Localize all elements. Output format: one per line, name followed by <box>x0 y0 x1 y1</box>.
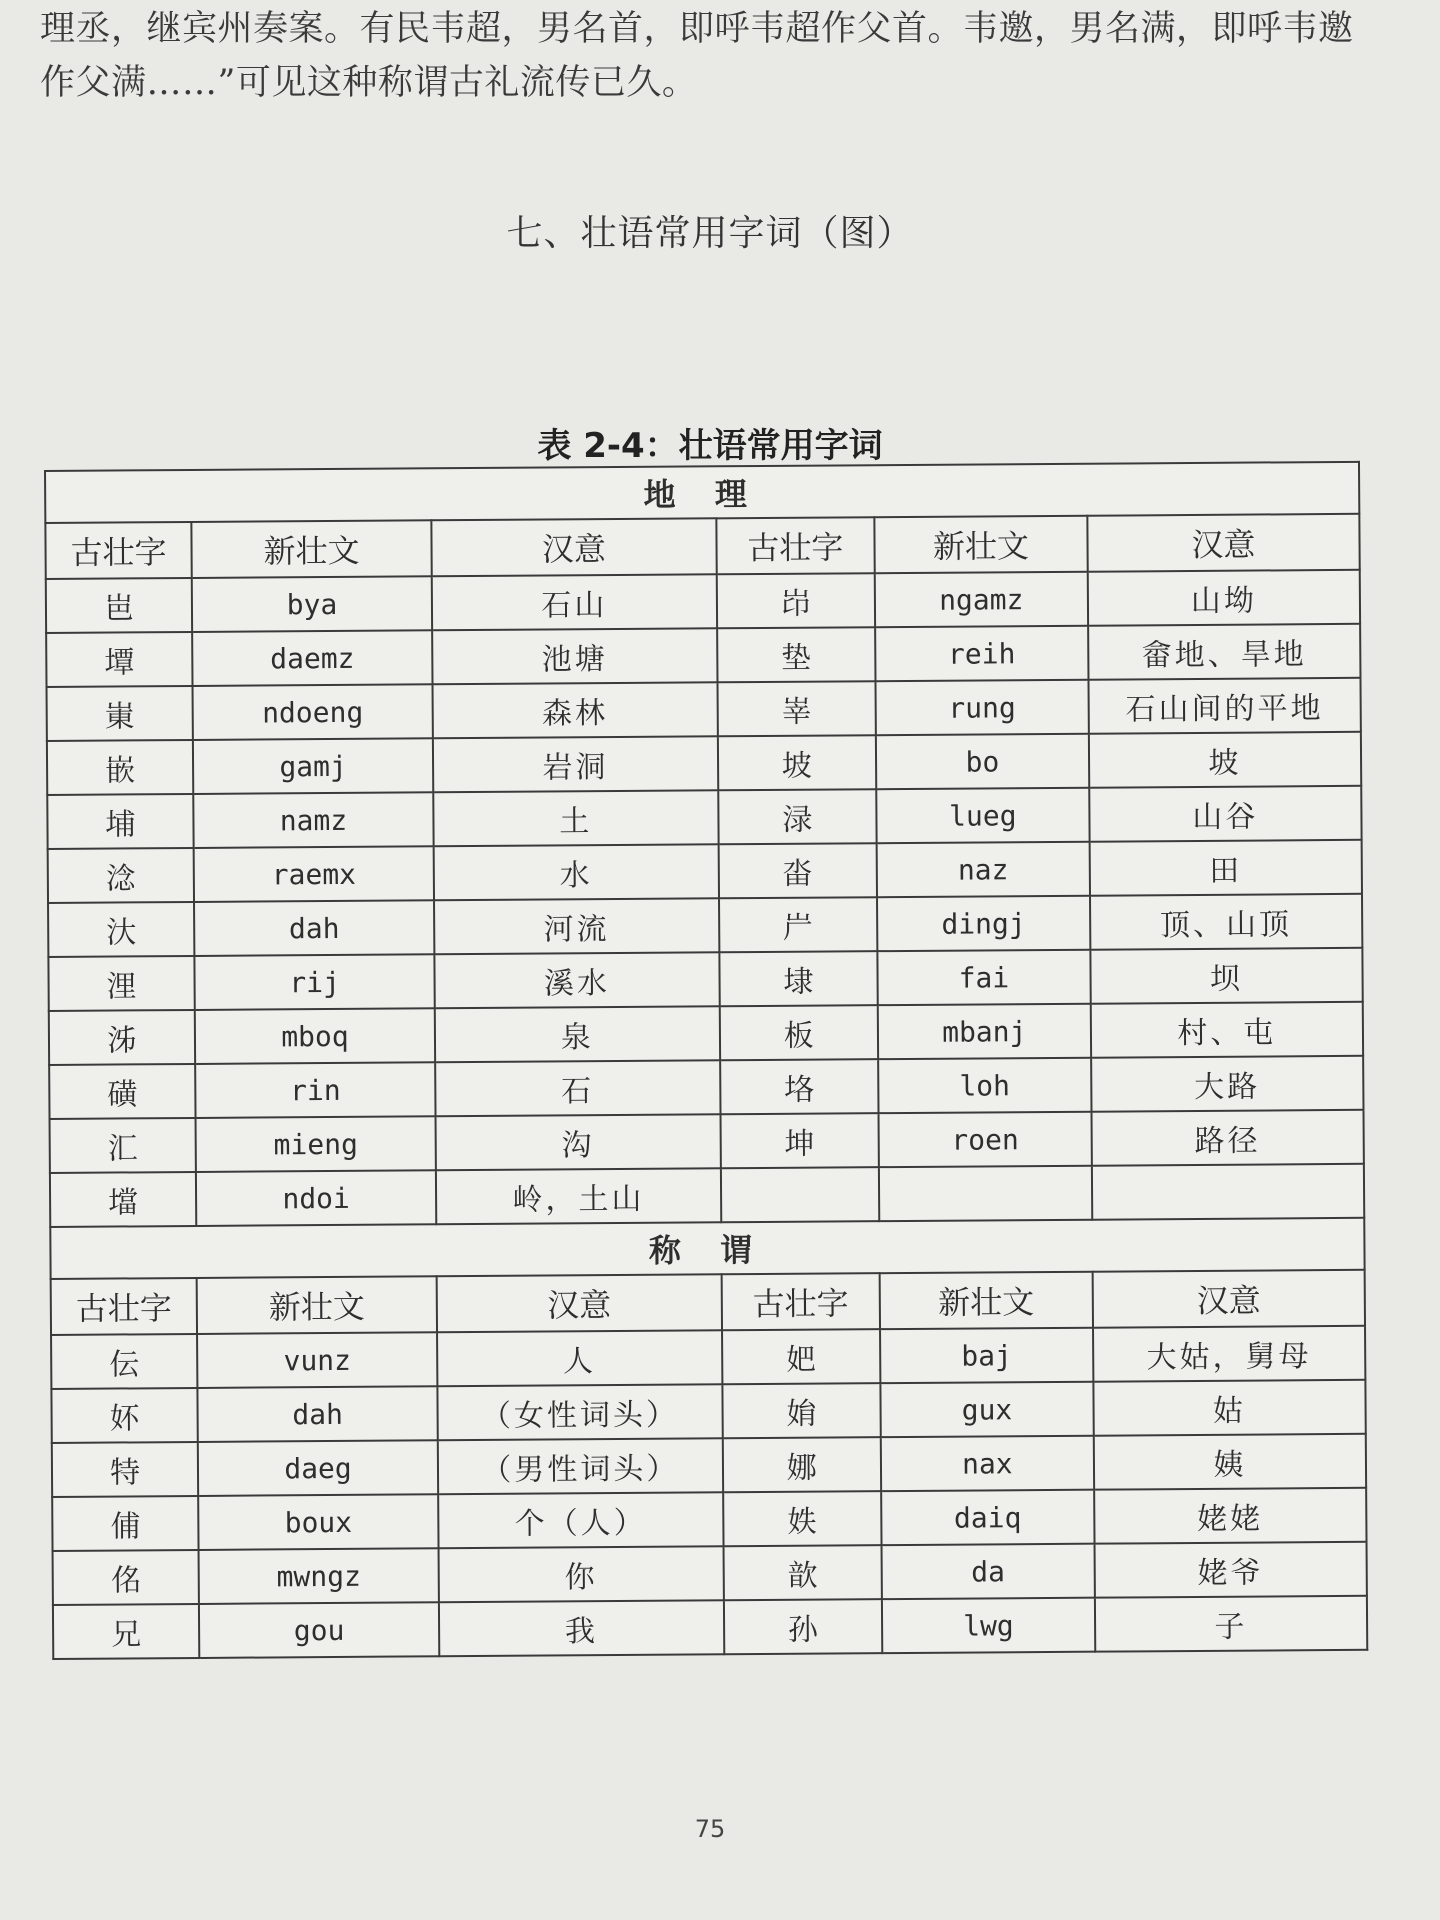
old-zhuang-char-cell: 伝 <box>51 1334 197 1389</box>
vocabulary-table-body <box>45 462 1367 1659</box>
old-zhuang-char-cell: 兄 <box>53 1604 199 1659</box>
chinese-meaning-cell: 子 <box>1095 1596 1368 1652</box>
chinese-meaning-cell: 姥姥 <box>1094 1488 1367 1544</box>
paragraph-line-1: 理丞，继宾州奏案。有民韦超，男名首，即呼韦超作父首。韦邀，男名满，即呼韦邀 <box>40 9 1354 49</box>
chinese-meaning-cell: 森林 <box>433 682 718 738</box>
chinese-meaning-cell: 个（人） <box>438 1492 723 1548</box>
new-zhuang-word-cell: roen <box>878 1112 1091 1167</box>
old-zhuang-char-cell: 峷 <box>717 681 876 736</box>
chinese-meaning-cell: 姑 <box>1093 1380 1366 1436</box>
column-header: 新壮文 <box>880 1272 1093 1329</box>
new-zhuang-word-cell: nax <box>881 1436 1094 1491</box>
column-header: 汉意 <box>1087 514 1360 572</box>
column-header: 古壮字 <box>721 1273 880 1330</box>
chinese-meaning-cell: 姨 <box>1094 1434 1367 1490</box>
column-header: 新壮文 <box>197 1276 437 1334</box>
column-header: 汉意 <box>431 518 716 576</box>
new-zhuang-word-cell: gux <box>880 1382 1093 1437</box>
old-zhuang-char-cell <box>720 1167 879 1222</box>
group-title: 地 理 <box>45 462 1359 523</box>
chinese-meaning-cell: 岭，土山 <box>436 1168 721 1224</box>
old-zhuang-char-cell: 渌 <box>718 789 877 844</box>
chinese-meaning-cell: 人 <box>437 1330 722 1386</box>
old-zhuang-char-cell: 汇 <box>50 1118 196 1173</box>
table-row <box>48 948 1362 1011</box>
table-row <box>53 1542 1367 1605</box>
new-zhuang-word-cell: fai <box>877 950 1090 1005</box>
new-zhuang-word-cell: boux <box>198 1494 438 1550</box>
table-row <box>46 624 1360 687</box>
table-row <box>52 1434 1366 1497</box>
old-zhuang-char-cell: 妷 <box>723 1491 882 1546</box>
new-zhuang-word-cell: baj <box>880 1328 1093 1383</box>
new-zhuang-word-cell: namz <box>193 792 433 848</box>
column-header-row <box>45 514 1359 579</box>
table-row <box>46 570 1360 633</box>
new-zhuang-word-cell: loh <box>878 1058 1091 1113</box>
page-number: 75 <box>694 1815 726 1843</box>
column-header: 古壮字 <box>51 1278 197 1335</box>
old-zhuang-char-cell: 妚 <box>51 1388 197 1443</box>
chinese-meaning-cell: 大姑，舅母 <box>1093 1326 1366 1382</box>
old-zhuang-char-cell: 浬 <box>48 956 194 1011</box>
new-zhuang-word-cell: mieng <box>196 1116 436 1172</box>
column-header: 新壮文 <box>191 520 431 578</box>
chinese-meaning-cell: 石山 <box>432 574 717 630</box>
chinese-meaning-cell: 山坳 <box>1088 570 1361 626</box>
new-zhuang-word-cell: lwg <box>882 1598 1095 1653</box>
new-zhuang-word-cell: daeg <box>198 1440 438 1496</box>
new-zhuang-word-cell: bya <box>192 576 432 632</box>
chinese-meaning-cell: 石山间的平地 <box>1088 678 1361 734</box>
new-zhuang-word-cell <box>879 1166 1092 1221</box>
chinese-meaning-cell: （女性词头） <box>437 1384 722 1440</box>
table-row <box>47 678 1361 741</box>
group-title-row <box>45 462 1359 523</box>
new-zhuang-word-cell: bo <box>876 734 1089 789</box>
new-zhuang-word-cell: raemx <box>194 846 434 902</box>
old-zhuang-char-cell: 淰 <box>48 848 194 903</box>
column-header: 汉意 <box>1092 1270 1365 1328</box>
table-row <box>51 1326 1365 1389</box>
new-zhuang-word-cell: rij <box>194 954 434 1010</box>
chinese-meaning-cell: 池塘 <box>432 628 717 684</box>
table-row <box>48 894 1362 957</box>
new-zhuang-word-cell: ndoi <box>196 1170 436 1226</box>
group-title: 称 谓 <box>50 1218 1364 1279</box>
old-zhuang-char-cell: 埭 <box>719 951 878 1006</box>
column-header-row <box>51 1270 1365 1335</box>
new-zhuang-word-cell: dah <box>194 900 434 956</box>
old-zhuang-char-cell: 姢 <box>722 1383 881 1438</box>
new-zhuang-word-cell: naz <box>877 842 1090 897</box>
old-zhuang-char-cell: 墰 <box>46 632 192 687</box>
old-zhuang-char-cell: 板 <box>719 1005 878 1060</box>
table-row <box>53 1596 1367 1659</box>
old-zhuang-char-cell: 垫 <box>717 627 876 682</box>
old-zhuang-char-cell: 娜 <box>722 1437 881 1492</box>
old-zhuang-char-cell: 岇 <box>716 573 875 628</box>
table-row <box>51 1380 1365 1443</box>
table-caption: 表 2-4：壮语常用字词 <box>537 426 883 466</box>
chinese-meaning-cell: 你 <box>439 1546 724 1602</box>
chinese-meaning-cell: 村、屯 <box>1091 1002 1364 1058</box>
chinese-meaning-cell: 顶、山顶 <box>1090 894 1363 950</box>
body-paragraph <box>40 2 1400 110</box>
column-header: 古壮字 <box>716 517 875 574</box>
table-row <box>50 1110 1364 1173</box>
vocabulary-table <box>44 461 1368 1660</box>
chinese-meaning-cell: 溪水 <box>434 952 719 1008</box>
chinese-meaning-cell: 河流 <box>434 898 719 954</box>
old-zhuang-char-cell: 壋 <box>50 1172 196 1227</box>
table-row <box>49 1002 1363 1065</box>
chinese-meaning-cell: 山谷 <box>1089 786 1362 842</box>
chinese-meaning-cell: 大路 <box>1091 1056 1364 1112</box>
old-zhuang-char-cell: 泲 <box>49 1010 195 1065</box>
chinese-meaning-cell: 坝 <box>1090 948 1363 1004</box>
old-zhuang-char-cell: 孙 <box>724 1599 883 1654</box>
new-zhuang-word-cell: daiq <box>881 1490 1094 1545</box>
column-header: 古壮字 <box>45 522 191 579</box>
chinese-meaning-cell: 坡 <box>1089 732 1362 788</box>
table-row <box>48 840 1362 903</box>
chinese-meaning-cell <box>1092 1164 1365 1220</box>
new-zhuang-word-cell: lueg <box>876 788 1089 843</box>
new-zhuang-word-cell: vunz <box>197 1332 437 1388</box>
old-zhuang-char-cell: 妑 <box>722 1329 881 1384</box>
old-zhuang-char-cell: 屵 <box>719 897 878 952</box>
old-zhuang-char-cell: 佲 <box>53 1550 199 1605</box>
new-zhuang-word-cell: dingj <box>877 896 1090 951</box>
chinese-meaning-cell: 岩洞 <box>433 736 718 792</box>
old-zhuang-char-cell: 岜 <box>46 578 192 633</box>
old-zhuang-char-cell: 坤 <box>720 1113 879 1168</box>
new-zhuang-word-cell: gou <box>199 1602 439 1658</box>
group-title-row <box>50 1218 1364 1279</box>
old-zhuang-char-cell: 嵌 <box>47 740 193 795</box>
column-header: 新壮文 <box>874 516 1087 573</box>
new-zhuang-word-cell: rung <box>875 680 1088 735</box>
table-row <box>49 1056 1363 1119</box>
table-row <box>52 1488 1366 1551</box>
new-zhuang-word-cell: mwngz <box>199 1548 439 1604</box>
chinese-meaning-cell: 水 <box>434 844 719 900</box>
new-zhuang-word-cell: reih <box>875 626 1088 681</box>
chinese-meaning-cell: 路径 <box>1091 1110 1364 1166</box>
new-zhuang-word-cell: ndoeng <box>193 684 433 740</box>
chinese-meaning-cell: 泉 <box>435 1006 720 1062</box>
old-zhuang-char-cell: 畓 <box>718 843 877 898</box>
old-zhuang-char-cell: 崬 <box>47 686 193 741</box>
new-zhuang-word-cell: ngamz <box>875 572 1088 627</box>
old-zhuang-char-cell: 埔 <box>47 794 193 849</box>
new-zhuang-word-cell: mboq <box>195 1008 435 1064</box>
chinese-meaning-cell: 畲地、旱地 <box>1088 624 1361 680</box>
table-row <box>50 1164 1364 1227</box>
column-header: 汉意 <box>437 1274 722 1332</box>
new-zhuang-word-cell: da <box>881 1544 1094 1599</box>
old-zhuang-char-cell: 坡 <box>717 735 876 790</box>
chinese-meaning-cell: 石 <box>435 1060 720 1116</box>
table-row <box>47 732 1361 795</box>
new-zhuang-word-cell: mbanj <box>878 1004 1091 1059</box>
old-zhuang-char-cell: 垎 <box>720 1059 879 1114</box>
chinese-meaning-cell: 土 <box>433 790 718 846</box>
old-zhuang-char-cell: 特 <box>52 1442 198 1497</box>
chinese-meaning-cell: 田 <box>1089 840 1362 896</box>
table-row <box>47 786 1361 849</box>
chinese-meaning-cell: 我 <box>439 1600 724 1656</box>
section-title: 七、壮语常用字词（图） <box>506 213 914 254</box>
chinese-meaning-cell: 沟 <box>436 1114 721 1170</box>
new-zhuang-word-cell: daemz <box>192 630 432 686</box>
new-zhuang-word-cell: rin <box>195 1062 435 1118</box>
old-zhuang-char-cell: 俌 <box>52 1496 198 1551</box>
chinese-meaning-cell: 姥爷 <box>1094 1542 1367 1598</box>
paragraph-line-2: 作父满……”可见这种称谓古礼流传已久。 <box>40 63 698 103</box>
chinese-meaning-cell: （男性词头） <box>438 1438 723 1494</box>
new-zhuang-word-cell: gamj <box>193 738 433 794</box>
new-zhuang-word-cell: dah <box>197 1386 437 1442</box>
old-zhuang-char-cell: 磺 <box>49 1064 195 1119</box>
old-zhuang-char-cell: 汏 <box>48 902 194 957</box>
old-zhuang-char-cell: 歆 <box>723 1545 882 1600</box>
